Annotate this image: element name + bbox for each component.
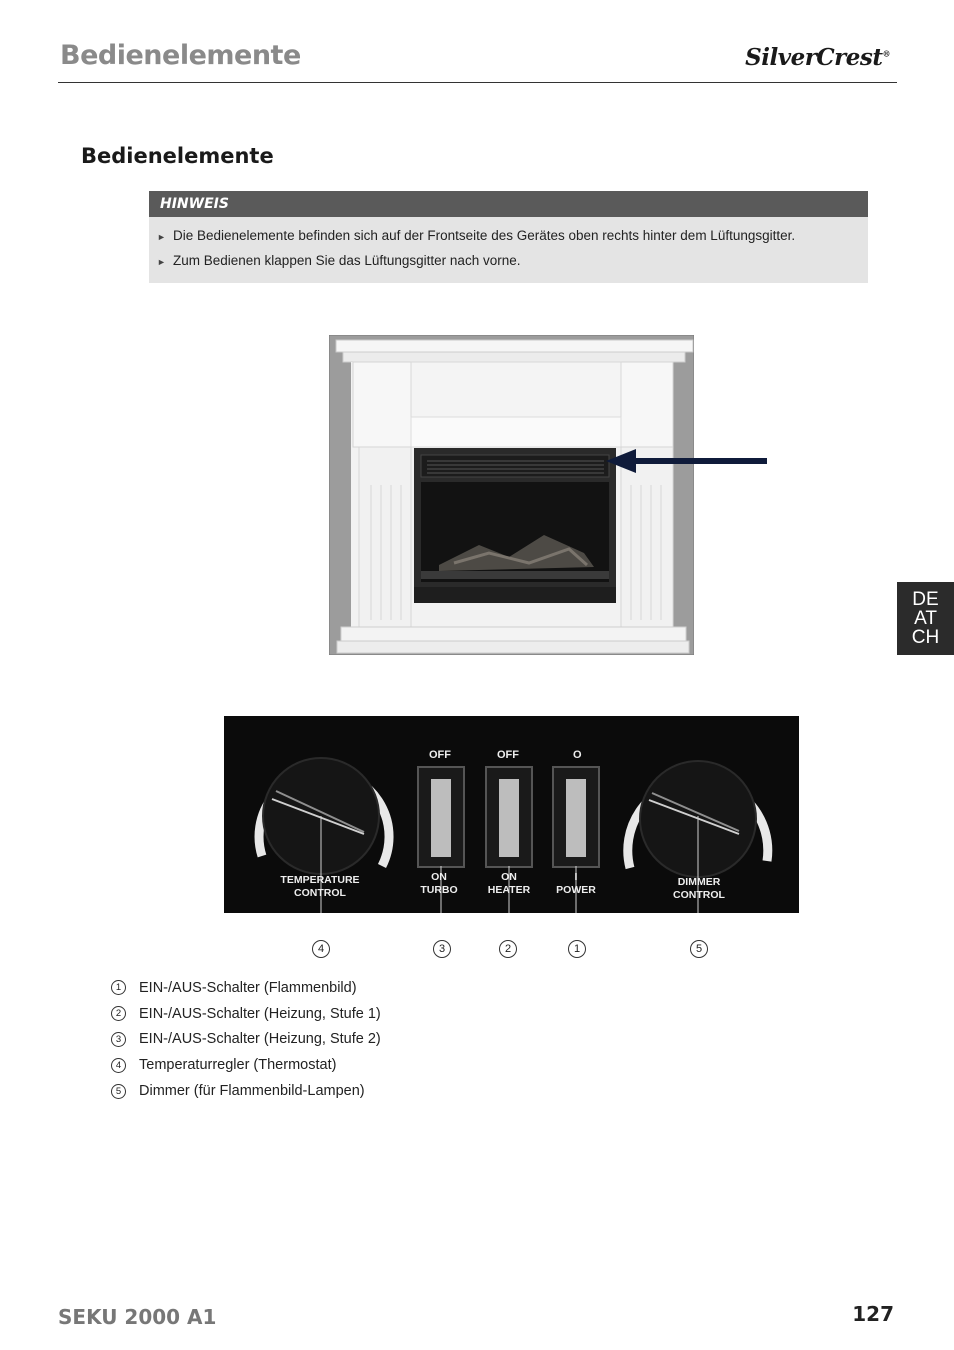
legend-item (111, 1001, 381, 1027)
legend-item (111, 1078, 381, 1104)
label-dimmer-control: DIMMER CONTROL (673, 876, 725, 901)
legend-text: Dimmer (für Flammenbild-Lampen) (139, 1083, 365, 1100)
legend-list (111, 975, 381, 1104)
label-on-heater: ON HEATER (487, 871, 531, 896)
control-panel-photo (224, 716, 799, 918)
note-item (157, 223, 860, 248)
note-box (149, 191, 868, 283)
legend-number: 3 (111, 1032, 126, 1047)
legend-item (111, 1027, 381, 1053)
legend-item (111, 975, 381, 1001)
page-number: 127 (852, 1302, 894, 1326)
fireplace-photo (329, 335, 694, 660)
language-at: AT (914, 608, 937, 629)
callout-number: 1 (568, 940, 586, 958)
label-power: I POWER (556, 871, 596, 896)
label-o-power: O (573, 749, 582, 761)
header-divider (58, 82, 897, 83)
label-on-turbo: ON TURBO (420, 871, 458, 896)
label-off-turbo: OFF (429, 749, 451, 761)
legend-number: 4 (111, 1058, 126, 1073)
legend-item (111, 1052, 381, 1078)
bullet-arrow-icon: ► (157, 232, 166, 242)
note-item (157, 248, 860, 273)
section-title: Bedienelemente (81, 144, 274, 168)
label-off-heater: OFF (497, 749, 519, 761)
brand-logo: SilverCrest® (745, 44, 890, 71)
language-ch: CH (911, 627, 940, 648)
legend-text: EIN-/AUS-Schalter (Heizung, Stufe 2) (139, 1031, 381, 1048)
label-temperature-control: TEMPERATURE CONTROL (280, 874, 360, 899)
language-tab (897, 582, 954, 655)
legend-number: 1 (111, 980, 126, 995)
legend-text: EIN-/AUS-Schalter (Heizung, Stufe 1) (139, 1005, 381, 1022)
callout-number: 2 (499, 940, 517, 958)
page-header-title: Bedienelemente (60, 40, 301, 71)
legend-text: EIN-/AUS-Schalter (Flammenbild) (139, 979, 357, 996)
note-item-text: Zum Bedienen klappen Sie das Lüftungsgitter nach vorne. (173, 253, 521, 268)
note-item-text: Die Bedienelemente befinden sich auf der Frontseite des Gerätes oben rechts hinter dem Lüftungsgitter. (173, 228, 796, 243)
pointer-arrow-icon (600, 446, 770, 476)
bullet-arrow-icon: ► (157, 257, 166, 267)
legend-text: Temperaturregler (Thermostat) (139, 1057, 337, 1074)
note-heading: HINWEIS (149, 191, 868, 217)
legend-number: 5 (111, 1084, 126, 1099)
legend-number: 2 (111, 1006, 126, 1021)
language-de: DE (912, 589, 939, 610)
footer-model: SEKU 2000 A1 (58, 1305, 217, 1329)
callout-number: 5 (690, 940, 708, 958)
callout-number: 4 (312, 940, 330, 958)
callout-number: 3 (433, 940, 451, 958)
